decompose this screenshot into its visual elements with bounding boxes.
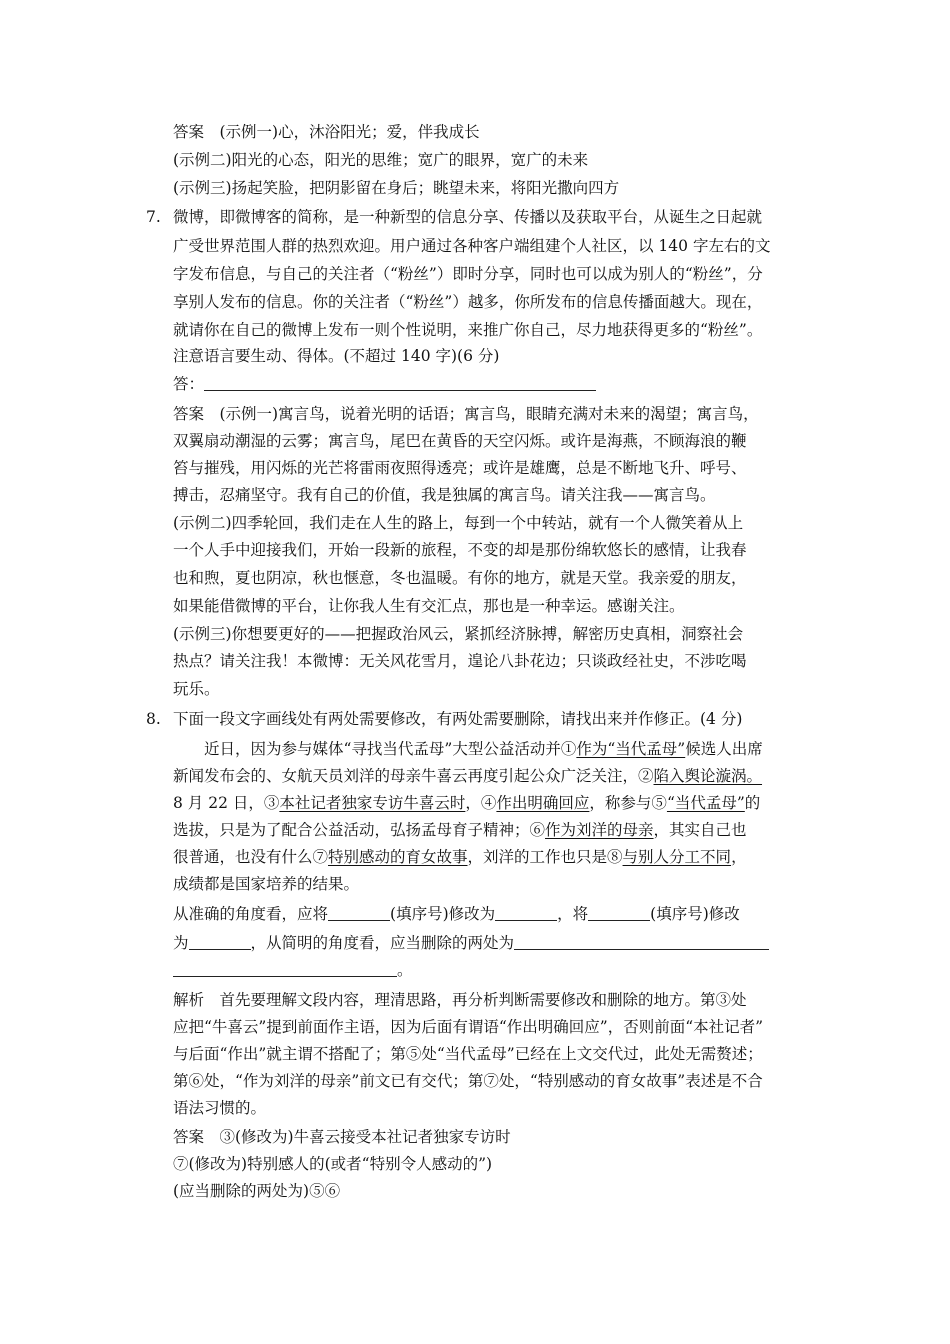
q8-answer-line-1: 答案 ③(修改为)牛喜云接受本社记者独家专访时 [173, 1128, 511, 1146]
q7-answer-line-6: 一个人手中迎接我们，开始一段新的旅程，不变的却是那份绵软悠长的感情，让我春 [173, 541, 747, 559]
q8-analysis-line-3: 与后面“作出”就主谓不搭配了；第⑤处“当代孟母”已经在上文交代过，此处无需赘述； [173, 1045, 763, 1063]
q6-answer-example-1: 答案 (示例一)心，沐浴阳光；爱，伴我成长 [173, 123, 480, 141]
q8-passage-line-1: 近日，因为参与媒体“寻找当代孟母”大型公益活动并①作为“当代孟母”候选人出席 [173, 740, 763, 758]
q8-fill-line-1: 从准确的角度看，应将 (填序号)修改为 ，将 (填序号)修改 [173, 905, 740, 923]
q7-answer-line-5: (示例二)四季轮回，我们走在人生的路上，每到一个中转站，就有一个人微笑着从上 [173, 514, 744, 532]
q7-answer-blank[interactable] [204, 375, 596, 391]
q7-answer-line-11: 玩乐。 [173, 680, 220, 698]
underlined-7: 特别感动的育女故事 [328, 848, 468, 866]
q7-answer-line-9: (示例三)你想要更好的——把握政治风云，紧抓经济脉搏，解密历史真相，洞察社会 [173, 625, 744, 643]
fill-blank-2[interactable] [495, 905, 557, 921]
underlined-2: 陷入舆论漩涡。 [653, 767, 763, 785]
q8-fill-line-2: 为 ，从简明的角度看，应当删除的两处为 [173, 932, 769, 954]
q8-passage-line-6: 成绩都是国家培养的结果。 [173, 875, 360, 893]
q8-passage-line-4: 选拔，只是为了配合公益活动，弘扬孟母育子精神；⑥作为刘洋的母亲，其实自己也 [173, 821, 747, 839]
underlined-1: 作为“当代孟母” [576, 740, 686, 758]
fill-blank-4[interactable] [189, 934, 251, 950]
q8-analysis-line-5: 语法习惯的。 [173, 1099, 267, 1117]
q7-answer-line-10: 热点？请关注我！本微博：无关风花雪月，遑论八卦花边；只谈政经社史，不涉吃喝 [173, 652, 747, 670]
underlined-3: 本社记者独家专访牛喜云时 [279, 794, 466, 812]
fill-blank-3[interactable] [588, 905, 650, 921]
q8-stem: 8. 下面一段文字画线处有两处需要修改，有两处需要删除，请找出来并作修正。(4 分) [146, 710, 743, 728]
q7-line-6: 注意语言要生动、得体。(不超过 140 字)(6 分) [173, 347, 500, 365]
q7-answer-line-1: 答案 (示例一)寓言鸟，说着光明的话语；寓言鸟，眼睛充满对未来的渴望；寓言鸟， [173, 405, 759, 423]
q7-line-1: 7. 微博，即微博客的简称，是一种新型的信息分享、传播以及获取平台，从诞生之日起就 [146, 208, 763, 226]
fill-blank-5[interactable] [514, 934, 769, 950]
q8-analysis-line-2: 应把“牛喜云”提到前面作主语，因为后面有谓语“作出明确回应”，否则前面“本社记者” [173, 1018, 764, 1036]
underlined-6: 作为刘洋的母亲 [545, 821, 654, 839]
q7-answer-line-7: 也和煦，夏也阴凉，秋也惬意，冬也温暖。有你的地方，就是天堂。我亲爱的朋友， [173, 569, 747, 587]
q6-answer-example-2: (示例二)阳光的心态，阳光的思维；宽广的眼界，宽广的未来 [173, 151, 589, 169]
q6-answer-example-3: (示例三)扬起笑脸，把阴影留在身后；眺望未来，将阳光撒向四方 [173, 179, 620, 197]
q8-passage-line-5: 很普通，也没有什么⑦特别感动的育女故事，刘洋的工作也只是⑧与别人分工不同， [173, 848, 747, 866]
q8-number: 8. [146, 710, 161, 728]
underlined-8: 与别人分工不同 [622, 848, 732, 866]
q7-answer-line-8: 如果能借微博的平台，让你我人生有交汇点，那也是一种幸运。感谢关注。 [173, 597, 685, 615]
q7-line-4: 享别人发布的信息。你的关注者（“粉丝”）越多，你所发布的信息传播面越大。现在， [173, 293, 763, 311]
q8-fill-line-3: 。 [173, 959, 413, 981]
q8-passage-line-2: 新闻发布会的、女航天员刘洋的母亲牛喜云再度引起公众广泛关注，②陷入舆论漩涡。 [173, 767, 763, 785]
q7-answer-field[interactable]: 答： [173, 373, 596, 395]
q8-analysis-line-4: 第⑥处，“作为刘洋的母亲”前文已有交代；第⑦处，“特别感动的育女故事”表述是不合 [173, 1072, 763, 1090]
q7-number: 7. [146, 208, 161, 226]
q7-answer-line-3: 笞与摧残，用闪烁的光芒将雷雨夜照得透亮；或许是雄鹰，总是不断地飞升、呼号、 [173, 459, 747, 477]
q7-answer-line-4: 搏击，忍痛坚守。我有自己的价值，我是独属的寓言鸟。请关注我——寓言鸟。 [173, 486, 716, 504]
q8-passage-line-3: 8 月 22 日，③本社记者独家专访牛喜云时，④作出明确回应，称参与⑤“当代孟母”的 [173, 794, 761, 812]
q8-analysis-line-1: 解析 首先要理解文段内容，理清思路，再分析判断需要修改和删除的地方。第③处 [173, 991, 747, 1009]
fill-blank-1[interactable] [328, 905, 390, 921]
underlined-4: 作出明确回应 [496, 794, 590, 812]
q7-line-2: 广受世界范围人群的热烈欢迎。用户通过各种客户端组建个人社区，以 140 字左右的文 [173, 237, 771, 255]
underlined-5: “当代孟母” [666, 794, 745, 812]
fill-blank-6[interactable] [173, 961, 397, 977]
q7-line-5: 就请你在自己的微博上发布一则个性说明，来推广你自己，尽力地获得更多的“粉丝”。 [173, 321, 763, 339]
q8-answer-line-3: (应当删除的两处为)⑤⑥ [173, 1182, 341, 1200]
q7-line-3: 字发布信息，与自己的关注者（“粉丝”）即时分享，同时也可以成为别人的“粉丝”，分 [173, 265, 763, 283]
q7-answer-line-2: 双翼扇动潮湿的云雾；寓言鸟，尾巴在黄昏的天空闪烁。或许是海燕，不顾海浪的鞭 [173, 432, 747, 450]
q8-answer-line-2: ⑦(修改为)特别感人的(或者“特别令人感动的”) [173, 1155, 493, 1173]
